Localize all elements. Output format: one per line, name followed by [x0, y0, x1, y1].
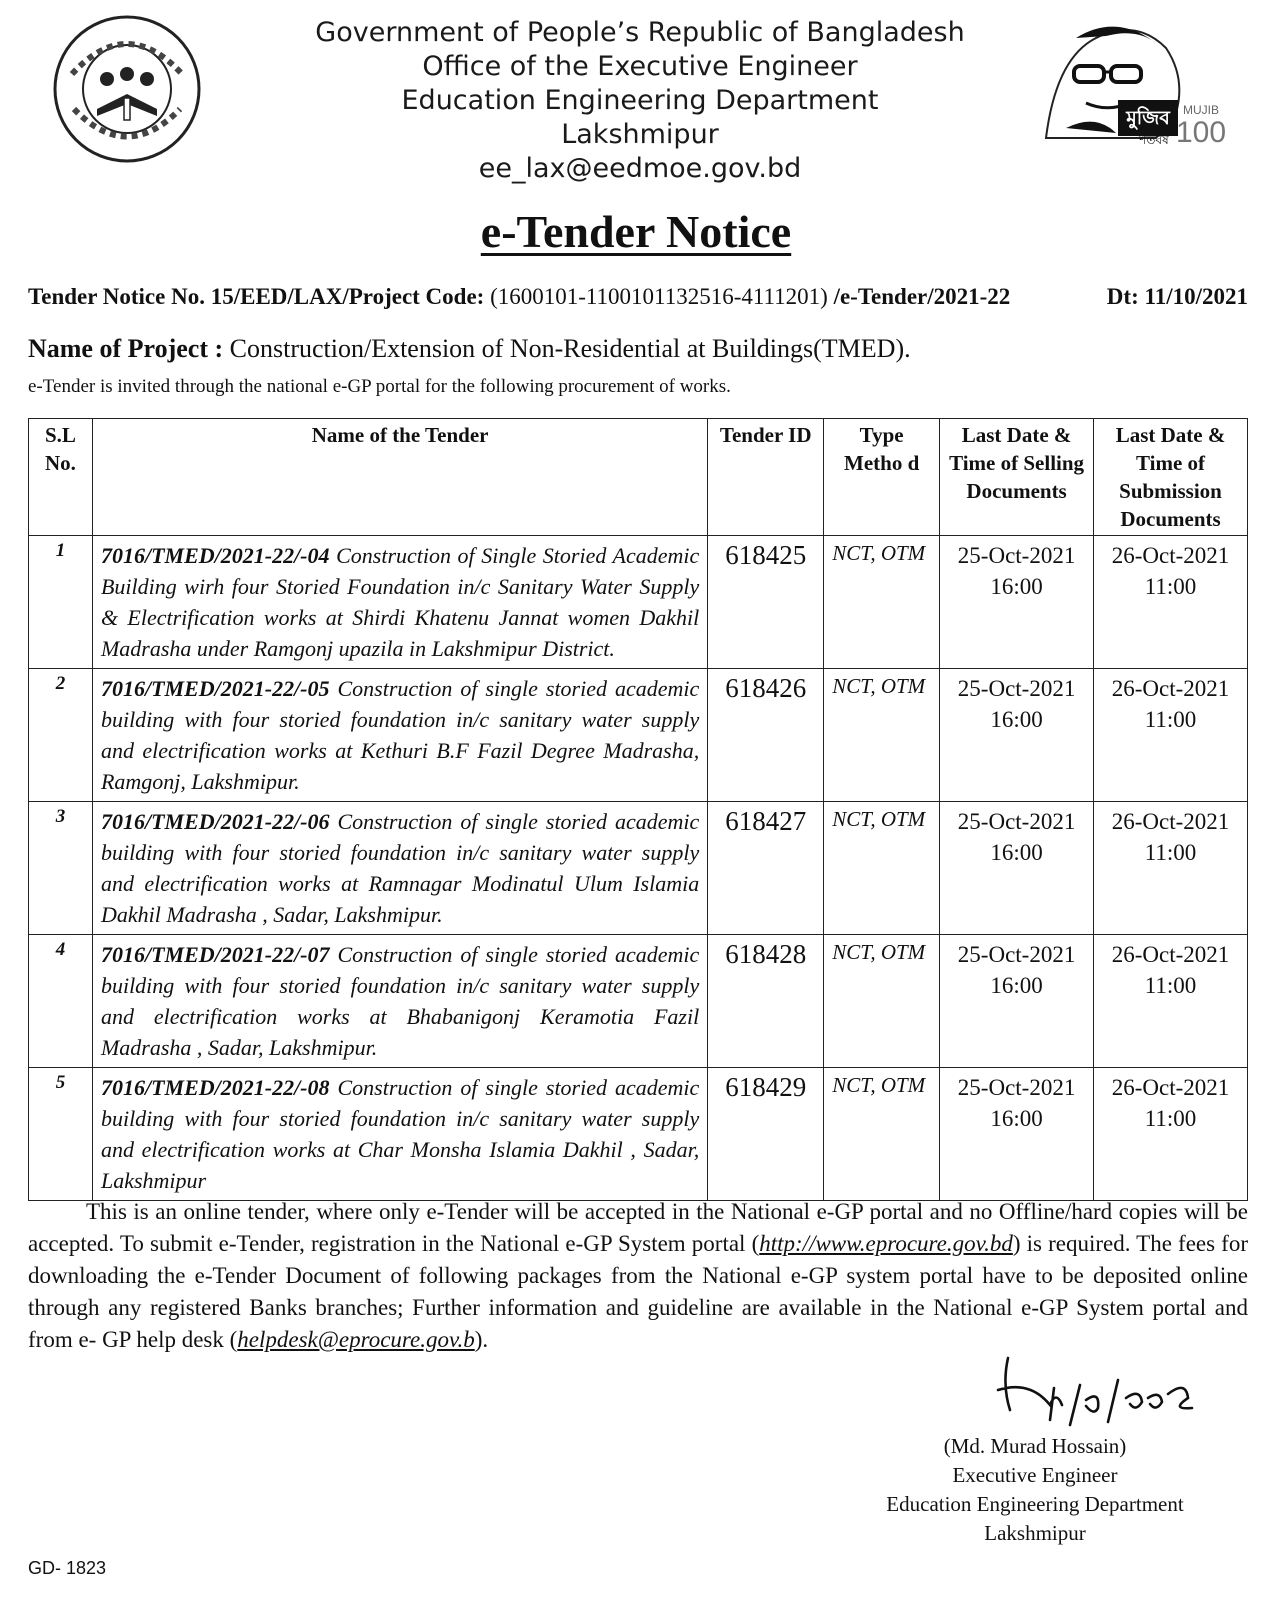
- project-line: [28, 334, 911, 364]
- selling-date: 25-Oct-2021: [957, 676, 1076, 701]
- header-sl: S.L No.: [29, 419, 93, 536]
- submission-date: 26-Oct-2021: [1111, 942, 1230, 967]
- row-type: NCT, OTM: [824, 1068, 940, 1201]
- submission-date: 26-Oct-2021: [1111, 1075, 1230, 1100]
- row-tender-name: [92, 536, 707, 669]
- instructions-paragraph: [28, 1196, 1248, 1356]
- row-type: NCT, OTM: [824, 802, 940, 935]
- row-sl: 3: [29, 802, 93, 935]
- row-tender-id: 618428: [708, 935, 824, 1068]
- selling-time: 16:00: [990, 574, 1043, 599]
- invitation-text: e-Tender is invited through the national e-GP portal for the following procurement of works.: [28, 376, 731, 397]
- header-type-method: Type Metho d: [824, 419, 940, 536]
- row-type: NCT, OTM: [824, 536, 940, 669]
- table-row: [29, 802, 1248, 935]
- badge-bangla-text: মুজিব: [1126, 107, 1170, 129]
- tender-notice-line: [28, 284, 1248, 310]
- table-row: [29, 669, 1248, 802]
- row-tender-id: 618426: [708, 669, 824, 802]
- row-tender-id: 618427: [708, 802, 824, 935]
- row-selling-date: [940, 935, 1094, 1068]
- row-selling-date: [940, 669, 1094, 802]
- header-line-department: Education Engineering Department: [401, 85, 879, 116]
- row-type: NCT, OTM: [824, 935, 940, 1068]
- table-header-row: [29, 419, 1248, 536]
- signer-block: [860, 1432, 1210, 1548]
- selling-date: 25-Oct-2021: [957, 942, 1076, 967]
- row-description: Construction of single storied academic building with four storied foundation in/c sanitary water supply and electrification works at Kethuri B.F Fazil Degree Madrasha, Ramgonj, Lakshmipur.: [100, 676, 700, 794]
- tender-table: [28, 418, 1248, 1201]
- badge-100-text: 100: [1175, 116, 1226, 148]
- row-package-code: 7016/TMED/2021-22/-07: [100, 942, 330, 967]
- notice-date: Dt: 11/10/2021: [1106, 284, 1248, 309]
- row-type: NCT, OTM: [824, 669, 940, 802]
- row-description: Construction of Single Storied Academic Building wirh four Storied Foundation in/c Sanitary Water Supply & Electrification works at Shirdi Khatenu Jannat women Dakhil Madrasha under Ramgonj upazila in Lakshmipur District.: [100, 543, 700, 661]
- submission-date: 26-Oct-2021: [1111, 543, 1230, 568]
- notice-number: Tender Notice No. 15/EED/LAX/Project Code:: [28, 284, 485, 309]
- paragraph-text-2: ) is required. The fees for downloading the e-Tender Document of following packages from the National e-GP system portal have to be deposited online through any registered Banks branches; Further information and guideline are available in the National e-GP System portal and from e- GP help desk (: [28, 1231, 1248, 1352]
- row-description: Construction of single storied academic building with four storied foundation in/c sanitary water supply and electrification works at Char Monsha Islamia Dakhil , Sadar, Lakshmipur: [100, 1075, 700, 1193]
- footer-code: GD- 1823: [28, 1558, 107, 1578]
- signature: [990, 1350, 1220, 1430]
- project-code: (1600101-1100101132516-4111201): [490, 284, 828, 309]
- selling-date: 25-Oct-2021: [957, 543, 1076, 568]
- project-name: Construction/Extension of Non-Residential at Buildings(TMED).: [229, 334, 911, 363]
- header-line-government: Government of People’s Republic of Bangladesh: [315, 17, 965, 48]
- row-tender-name: [92, 1068, 707, 1201]
- selling-time: 16:00: [990, 1106, 1043, 1131]
- paragraph-text-1: This is an online tender, where only e-Tender will be accepted in the National e-GP portal and no Offline/hard copies will be accepted. To submit e-Tender, registration in the National e-GP System portal (: [28, 1199, 1248, 1256]
- header-submission-date: Last Date & Time of Submission Documents: [1094, 419, 1248, 536]
- row-submission-date: [1094, 669, 1248, 802]
- row-submission-date: [1094, 536, 1248, 669]
- submission-time: 11:00: [1144, 840, 1197, 865]
- letterhead: [260, 16, 1020, 186]
- notice-suffix: /e-Tender/2021-22: [833, 284, 1011, 309]
- paragraph-text-3: ).: [474, 1327, 489, 1352]
- submission-time: 11:00: [1144, 574, 1197, 599]
- table-row: [29, 935, 1248, 1068]
- row-tender-name: [92, 669, 707, 802]
- badge-sub-text: শতবর্ষ: [1139, 133, 1169, 147]
- header-email: ee_lax@eedmoe.gov.bd: [478, 153, 802, 184]
- signer-name: (Md. Murad Hossain): [943, 1434, 1127, 1458]
- row-tender-id: 618425: [708, 536, 824, 669]
- submission-date: 26-Oct-2021: [1111, 676, 1230, 701]
- row-selling-date: [940, 802, 1094, 935]
- row-tender-name: [92, 935, 707, 1068]
- row-selling-date: [940, 1068, 1094, 1201]
- mujib-100-logo: [1036, 18, 1226, 148]
- submission-date: 26-Oct-2021: [1111, 809, 1230, 834]
- submission-time: 11:00: [1144, 1106, 1197, 1131]
- row-selling-date: [940, 536, 1094, 669]
- badge-mujib-text: MUJIB: [1183, 103, 1219, 117]
- row-sl: 5: [29, 1068, 93, 1201]
- eprocure-link[interactable]: http://www.eprocure.gov.bd: [759, 1231, 1013, 1256]
- signer-location: Lakshmipur: [984, 1521, 1086, 1545]
- row-package-code: 7016/TMED/2021-22/-05: [100, 676, 330, 701]
- page-title: e-Tender Notice: [480, 206, 792, 257]
- row-package-code: 7016/TMED/2021-22/-04: [100, 543, 330, 568]
- selling-date: 25-Oct-2021: [957, 809, 1076, 834]
- signer-title: Executive Engineer: [952, 1463, 1118, 1487]
- selling-date: 25-Oct-2021: [957, 1075, 1076, 1100]
- header-line-office: Office of the Executive Engineer: [422, 51, 858, 82]
- submission-time: 11:00: [1144, 973, 1197, 998]
- submission-time: 11:00: [1144, 707, 1197, 732]
- row-sl: 2: [29, 669, 93, 802]
- table-row: [29, 536, 1248, 669]
- header-tender-id: Tender ID: [708, 419, 824, 536]
- row-sl: 4: [29, 935, 93, 1068]
- row-package-code: 7016/TMED/2021-22/-06: [100, 809, 330, 834]
- table-row: [29, 1068, 1248, 1201]
- row-description: Construction of single storied academic building with four storied foundation in/c sanitary water supply and electrification works at Bhabanigonj Keramotia Fazil Madrasha , Sadar, Lakshmipur.: [100, 942, 700, 1060]
- selling-time: 16:00: [990, 707, 1043, 732]
- row-sl: 1: [29, 536, 93, 669]
- helpdesk-email-link[interactable]: helpdesk@eprocure.gov.b: [237, 1327, 475, 1352]
- emblem-logo: [52, 14, 202, 164]
- header-selling-date: Last Date & Time of Selling Documents: [940, 419, 1094, 536]
- row-submission-date: [1094, 935, 1248, 1068]
- project-label: Name of Project :: [28, 334, 224, 363]
- row-tender-id: 618429: [708, 1068, 824, 1201]
- selling-time: 16:00: [990, 973, 1043, 998]
- header-line-location: Lakshmipur: [561, 119, 719, 150]
- row-submission-date: [1094, 1068, 1248, 1201]
- row-tender-name: [92, 802, 707, 935]
- row-description: Construction of single storied academic building with four storied foundation in/c sanitary water supply and electrification works at Ramnagar Modinatul Ulum Islamia Dakhil Madrasha , Sadar, Lakshmipur.: [100, 809, 700, 927]
- selling-time: 16:00: [990, 840, 1043, 865]
- header-name: Name of the Tender: [92, 419, 707, 536]
- signer-department: Education Engineering Department: [886, 1492, 1184, 1516]
- row-package-code: 7016/TMED/2021-22/-08: [100, 1075, 330, 1100]
- row-submission-date: [1094, 802, 1248, 935]
